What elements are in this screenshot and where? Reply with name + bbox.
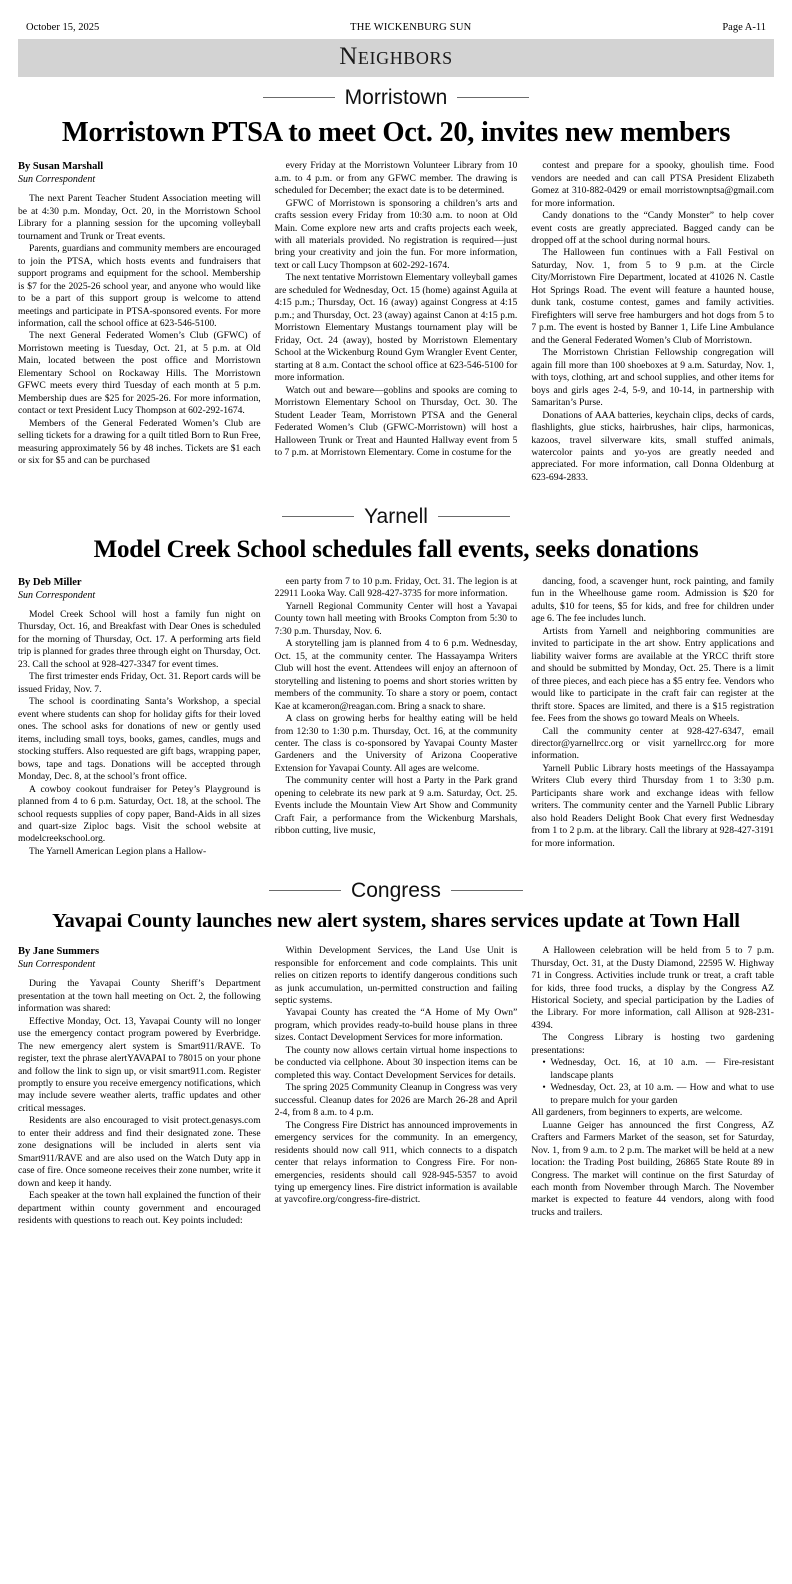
paragraph: Each speaker at the town hall explained the function of their department within county government and encouraged residents with questions to reach out. Key points included: — [18, 1190, 261, 1227]
town-divider-morristown — [18, 87, 774, 108]
paragraph: The first trimester ends Friday, Oct. 31. Report cards will be issued Friday, Nov. 7. — [18, 671, 261, 695]
article-columns — [18, 945, 774, 1228]
byline-sub: Sun Correspondent — [18, 590, 96, 602]
section-gap — [18, 488, 774, 502]
divider-rule-right — [451, 890, 523, 891]
paragraph: Members of the General Federated Women’s Club are selling tickets for a drawing for a quilt titled Born to Run Free, measuring approximately 56 by 48 inches. Tickets are $1 each or six for $5 and can be purchased — [18, 417, 261, 467]
paragraph: Call the community center at 928-427-6347, email director@yarnellrcc.org or visit yarnellrcc.org for more information. — [531, 725, 774, 762]
list-item: • Wednesday, Oct. 16, at 10 a.m. — Fire-resistant landscape plants — [542, 1057, 774, 1082]
column-3 — [531, 576, 774, 859]
article-headline: Model Creek School schedules fall events, seeks donations — [93, 536, 699, 564]
paragraph: Watch out and beware—goblins and spooks are coming to Morristown Elementary School on Thursday, Oct. 30. The Student Leader Team, Morristown PTSA and the General Federated Women’s Club (GFWC-Morristown) will host a Halloween Trunk or Treat and Haunted Hallway event from 5 to 7 p.m. at Morristown Elementary. Come in costume for the — [274, 384, 518, 458]
masthead-paper-name: THE WICKENBURG SUN — [350, 22, 472, 33]
paragraph: Yarnell Regional Community Center will host a Yavapai County town hall meeting with Brooks Compton from 5:30 to 7:30 p.m. Thursday, Nov. 6. — [274, 600, 518, 637]
column-2 — [275, 576, 518, 859]
town-name: Yarnell — [364, 505, 428, 529]
paragraph: Within Development Services, the Land Use Unit is responsible for enforcement and code complaints. This unit relies on citizen reports to identify dangerous conditions such as junk accumulation, un-permitted construction and failing septic systems. — [274, 945, 518, 1006]
paragraph: Candy donations to the “Candy Monster” to help cover event costs are greatly appreciated. Bagged candy can be dropped off at the school during normal hours. — [531, 210, 774, 247]
paragraph: The Yarnell American Legion plans a Hallow- — [29, 845, 207, 857]
column-1 — [18, 576, 261, 859]
paragraph: Parents, guardians and community members are encouraged to join the PTSA, which hosts events and fundraisers that support programs and equipment for the school. Membership is $7 for the 2025-26 school year, and anyone who would like to be a part of this support group is welcome to attend meetings and participate in PTSA-sponsored events. For more information, call the school office at 623-546-5100. — [18, 243, 261, 330]
paragraph: Model Creek School will host a family fun night on Thursday, Oct. 16, and Breakfast with Dear Ones is scheduled for the morning of Thursday, Oct. 17. A performing arts field trip is planned for grades three through eight on Thursday, Oct. 23. Call the school at 928-427-3347 for event times. — [18, 609, 261, 670]
byline: By Jane Summers — [18, 946, 100, 958]
divider-rule-right — [457, 97, 529, 98]
article-congress — [18, 880, 774, 1227]
paragraph: During the Yavapai County Sheriff’s Department presentation at the town hall meeting on Oct. 2, the following information was shared: — [18, 978, 261, 1015]
paragraph: GFWC of Morristown is sponsoring a children’s arts and crafts session every Friday from 10:30 a.m. to noon at Old Main. Come explore new arts and crafts projects each week, with all materials provided. No registration is required—just bring your creativity and join the fun. For more information, text or call Lucy Thompson at 602-292-1674. — [274, 197, 518, 271]
town-divider-yarnell — [18, 506, 774, 527]
paragraph: contest and prepare for a spooky, ghoulish time. Food vendors are needed and can call PTSA President Elizabeth Gomez at 310-882-0429 or email morristownptsa@gmail.com for more information. — [531, 160, 774, 209]
paragraph: Yavapai County has created the “A Home of My Own” program, which provides ready-to-build house plans in three sizes. Contact Development Services for more information. — [274, 1007, 518, 1044]
paragraph: The school is coordinating Santa’s Workshop, a special event where students can shop for holiday gifts for their loved ones. The school asks for donations of new or gently used items, including small toys, books, games, candles, mugs and stocking stuffers. Also requested are gift bags, wrapping paper, bows, tape and tags. Donations will be accepted through Monday, Dec. 8, at the school’s front office. — [18, 696, 261, 783]
paragraph: Donations of AAA batteries, keychain clips, decks of cards, flashlights, glue sticks, hairbrushes, hair clips, harmonicas, kazoos, travel silverware kits, small stuffed animals, watercolor paints and yo-yos are greatly needed and appreciated. For more information, call Donna Oldenburg at 623-694-2833. — [531, 409, 774, 483]
article-morristown — [18, 87, 774, 484]
byline: By Deb Miller — [18, 576, 82, 588]
paragraph: The next tentative Morristown Elementary volleyball games are scheduled for Wednesday, Oct. 15 (home) against Aguila at 4:15 p.m.; Thursday, Oct. 16 (away) against Congress at 4:15 p.m.; and Thursday, Oct. 23 (away) against Canon at 4:15 p.m. Morristown Elementary Mustangs tournament play will be Friday, Oct. 24 (away), hosted by Morristown Elementary School at the Wickenburg Round Gym Wrangler Event Center, starting at 8 a.m. Contact the school office at 623-546-5100 for more information. — [274, 272, 518, 384]
article-headline: Yavapai County launches new alert system, shares services update at Town Hall — [52, 910, 740, 933]
paragraph: The next General Federated Women’s Club (GFWC) of Morristown meeting is Tuesday, Oct. 21, at 5 p.m. at Old Main, located between the post office and Morristown Elementary School on Rockaway Hills. The Morristown GFWC meets every third Tuesday of each month at 5 p.m. Membership dues are $25 for 2025-26. For more information, contact or text President Lucy Thompson at 602-292-1674. — [18, 330, 261, 417]
divider-rule-left — [263, 97, 335, 98]
paragraph: Yarnell Public Library hosts meetings of the Hassayampa Writers Club every third Thursday from 1 to 3:30 p.m. Participants share work and exchange ideas with fellow writers. The community center and the Yarnell Public Library also hold Readers Delight Book Chat every first Wednesday from 1 to 2 p.m. at the library. Call the library at 928-427-3191 for more information. — [531, 762, 774, 849]
divider-rule-right — [438, 516, 510, 517]
list-item: • Wednesday, Oct. 23, at 10 a.m. — How and what to use to prepare mulch for your garden — [542, 1082, 774, 1107]
paragraph: The Congress Library is hosting two gardening presentations: — [531, 1032, 774, 1056]
paragraph: The spring 2025 Community Cleanup in Congress was very successful. Cleanup dates for 2026 are March 26-28 and April 2-4, from 8 a.m. to 4 p.m. — [274, 1082, 518, 1119]
masthead-page-number: Page A-11 — [722, 22, 766, 33]
byline-sub: Sun Correspondent — [18, 959, 96, 971]
gardening-presentations-list — [531, 1057, 774, 1107]
paragraph: The Congress Fire District has announced improvements in emergency services for the community. In an emergency, residents should now call 911, which connects to a dispatch center that relays information to Congress Fire. For non-emergencies, residents should call 928-945-5357 to avoid tying up emergency lines. Fire district information is available at yavcofire.org/congress-fire-district. — [274, 1119, 518, 1206]
paragraph: All gardeners, from beginners to experts, are welcome. — [531, 1107, 743, 1119]
column-2 — [275, 945, 518, 1228]
article-headline: Morristown PTSA to meet Oct. 20, invites new members — [61, 117, 731, 148]
town-name: Congress — [351, 879, 441, 903]
masthead-date: October 15, 2025 — [26, 22, 100, 33]
paragraph: The Halloween fun continues with a Fall Festival on Saturday, Nov. 1, from 5 to 9 p.m. at the Circle City/Morristown Fire Department, located at 41026 N. Castle Hot Springs Road. The event will feature a haunted house, dunk tank, costume contest, games and family activities. Firefighters will serve free hamburgers and hot dogs from 5 to 7 p.m. The event is hosted by Banner 1, Life Line Ambulance and the General Federated Women’s Club of Morristown. — [531, 247, 774, 346]
paragraph: A cowboy cookout fundraiser for Petey’s Playground is planned from 4 to 6 p.m. Saturday, Oct. 18, at the school. The school requests supplies of copy paper, Band-Aids in all sizes and quart-size Ziploc bags. Visit the school website at modelcreekschool.org. — [18, 783, 261, 845]
column-3 — [531, 945, 774, 1228]
paragraph: A storytelling jam is planned from 4 to 6 p.m. Wednesday, Oct. 15, at the community center. The Hassayampa Writers Club will host the event. Attendees will enjoy an afternoon of storytelling and listening to poems and short stories written by members of the community. To share a story or poem, contact Kae at kcameron@reagan.com. Bring a snack to share. — [274, 638, 518, 712]
byline: By Susan Marshall — [18, 161, 104, 173]
paragraph: Luanne Geiger has announced the first Congress, AZ Crafters and Farmers Market of the season, set for Saturday, Nov. 1, from 9 a.m. to 2 p.m. The market will be held at a new location: the Trading Post building, 26865 State Route 89 in Congress. The market will continue on the first Saturday of each month from November through March. The November market is expected to feature 44 vendors, along with food trucks and trailers. — [531, 1119, 774, 1218]
town-divider-congress — [18, 880, 774, 901]
section-gap — [18, 862, 774, 876]
column-3 — [531, 160, 774, 484]
column-1 — [18, 945, 261, 1228]
paragraph: The next Parent Teacher Student Association meeting will be at 4:30 p.m. Monday, Oct. 20, in the Morristown School Library for a planning session for the upcoming volleyball tournament and Trunk or Treat events. — [18, 193, 261, 242]
town-name: Morristown — [344, 86, 448, 109]
paragraph: Residents are also encouraged to visit protect.genasys.com to enter their address and find their designated zone. These zone designations will be included in alerts sent via Smart911/RAVE and are also used on the Watch Duty app in case of fire. Once someone receives their zone number, write it down and keep it handy. — [18, 1115, 261, 1189]
article-yarnell — [18, 506, 774, 858]
paragraph: every Friday at the Morristown Volunteer Library from 10 a.m. to 4 p.m. or from any GFWC member. The drawing is scheduled for December; the exact date is to be determined. — [274, 160, 518, 197]
paragraph: Effective Monday, Oct. 13, Yavapai County will no longer use the emergency contact program powered by Everbridge. The new emergency alert system is Smart911/RAVE. To register, text the phrase alertYAVAPAI to 78015 on your phone and follow the link to sign up, or visit smart911.com. Register promptly to ensure you receive emergency notifications, which may include severe weather alerts, traffic updates and other critical messages. — [18, 1015, 261, 1114]
paragraph: A Halloween celebration will be held from 5 to 7 p.m. Thursday, Oct. 31, at the Dusty Diamond, 22595 W. Highway 71 in Congress. Activities include trunk or treat, a craft table for kids, three food trucks, a display by the Congress AZ Historical Society, and special participation by the Ladies of the Library. For more information, call Allison at 928-231-4394. — [531, 945, 774, 1031]
paragraph: The Morristown Christian Fellowship congregation will again fill more than 100 shoeboxes at 9 a.m. Saturday, Nov. 1, with toys, clothing, art and school supplies, and other items for boys and girls ages 2-4, 5-9, and 10-14, in partnership with Samaritan’s Purse. — [531, 347, 774, 409]
byline-sub: Sun Correspondent — [18, 174, 96, 186]
article-columns — [18, 576, 774, 859]
paragraph: een party from 7 to 10 p.m. Friday, Oct. 31. The legion is at 22911 Looka Way. Call 928-427-3735 for more information. — [274, 575, 518, 600]
paragraph: The community center will host a Party in the Park grand opening to celebrate its new park at 9 a.m. Saturday, Oct. 25. Events include the Mountain View Art Show and Community Craft Fair, a performance from the Wickenburg Marshals, ribbon cutting, live music, — [274, 775, 518, 837]
article-columns — [18, 160, 774, 484]
divider-rule-left — [269, 890, 341, 891]
section-banner — [18, 39, 774, 77]
paragraph: The county now allows certain virtual home inspections to be conducted via cellphone. About 30 inspection items can be completed this way. Contact Development Services for details. — [274, 1044, 518, 1081]
paragraph: A class on growing herbs for healthy eating will be held from 12:30 to 1:30 p.m. Thursday, Oct. 16, at the community center. The class is co-sponsored by Yavapai County Master Gardeners and the University of Arizona Cooperative Extension for Yavapai County. All ages are welcome. — [274, 713, 518, 774]
masthead — [18, 22, 774, 39]
paragraph: Artists from Yarnell and neighboring communities are invited to participate in the art show. Entry applications and liability waiver forms are available at the YRCC thrift store and should be submitted by Monday, Oct. 25. There is a limit of three pieces, and each piece has a $5 entry fee. Vendors who would like to participate in the craft fair can register at the thrift store. Spaces are limited, and there is a $15 registration fee. Fees from the shows go toward Meals on Wheels. — [531, 625, 774, 725]
paragraph: dancing, food, a scavenger hunt, rock painting, and family fun in the Wheelhouse game room. Admission is $20 for adults, $10 for teens, $5 for kids, and free for children under age 6. The fee includes lunch. — [531, 575, 774, 625]
divider-rule-left — [282, 516, 354, 517]
column-1 — [18, 160, 261, 484]
section-banner-title: Neighbors — [339, 43, 453, 70]
column-2 — [275, 160, 518, 484]
